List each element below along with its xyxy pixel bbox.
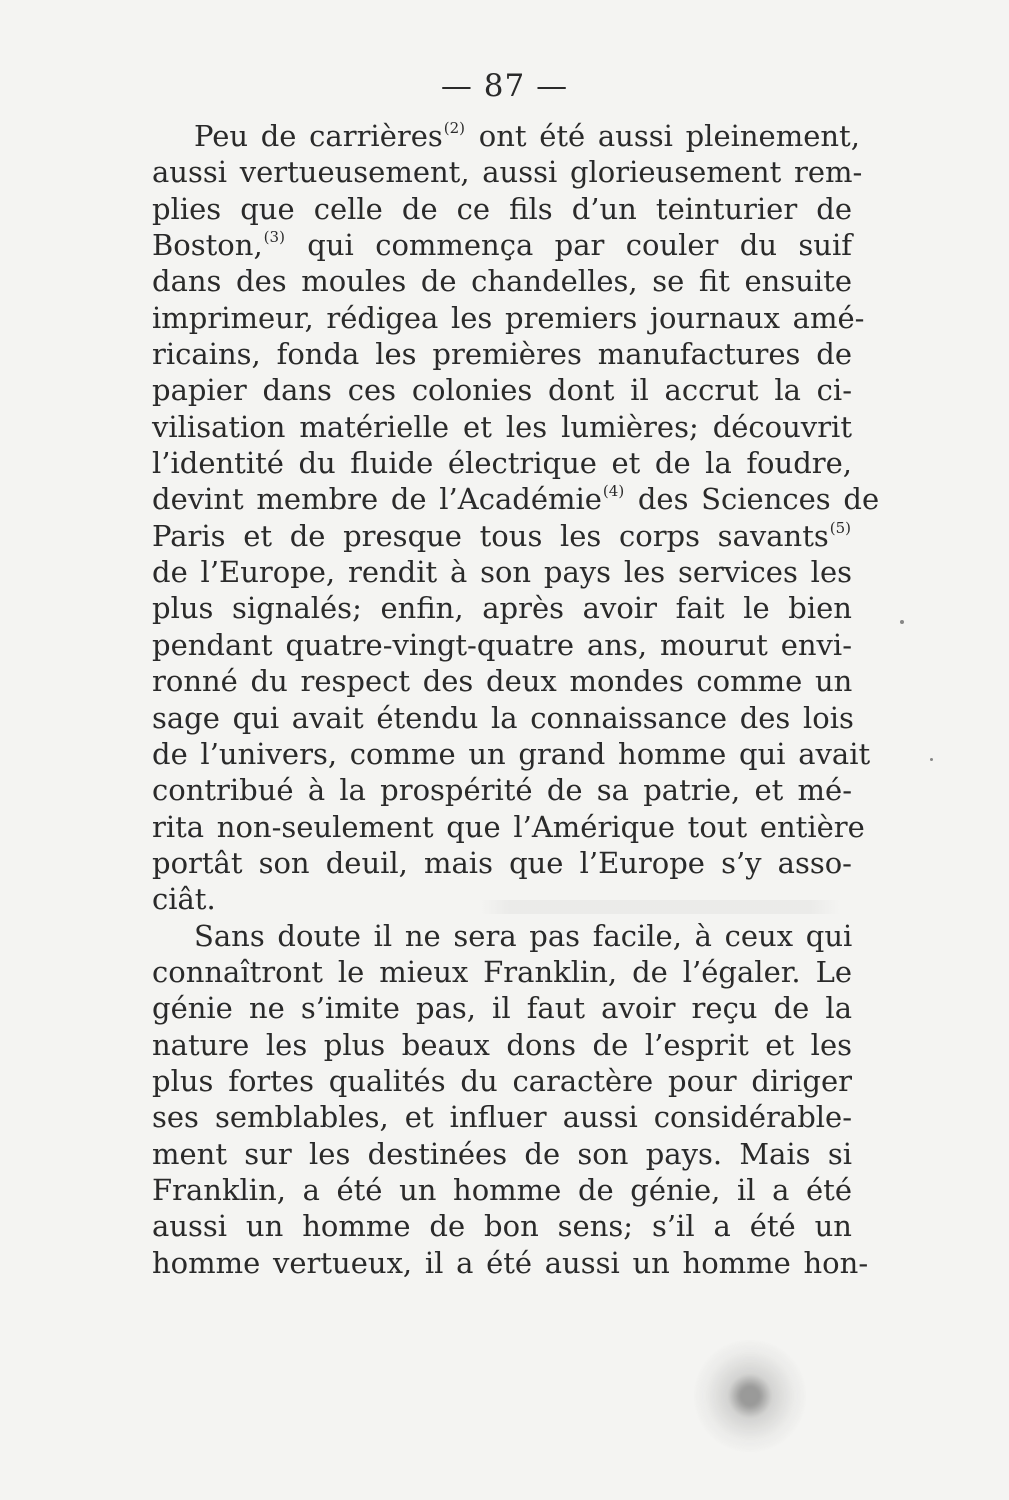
text-line: sage qui avait étendu la connaissance des lois — [152, 700, 854, 735]
line-text: Peu de carrières — [194, 119, 443, 153]
text-line: génie ne s’imite pas, il faut avoir reçu de la — [152, 991, 852, 1026]
text-line: plies que celle de ce fils d’un teinturier de — [152, 191, 852, 226]
text-line: ricains, fonda les premières manufactures de — [152, 337, 852, 372]
text-line: Sans doute il ne sera pas facile, à ceux qui — [194, 918, 853, 953]
footnote-reference: (3) — [263, 228, 285, 247]
paper-speck — [930, 758, 933, 761]
text-line: plus signalés; enfin, après avoir fait le bien — [152, 591, 852, 626]
main-text-block — [152, 118, 880, 1281]
text-line: imprimeur, rédigea les premiers journaux amé- — [152, 300, 865, 335]
text-line: ses semblables, et influer aussi considérable- — [152, 1100, 852, 1135]
text-line: aussi un homme de bon sens; s’il a été un — [152, 1209, 852, 1244]
faint-show-through-text — [480, 900, 840, 914]
text-line — [152, 227, 852, 263]
text-line: connaîtront le mieux Franklin, de l’égaler. Le — [152, 954, 852, 989]
paper-speck — [900, 620, 904, 624]
paragraph-2 — [152, 918, 869, 1281]
text-line: aussi vertueusement, aussi glorieusement rem- — [152, 155, 863, 190]
text-line: de l’Europe, rendit à son pays les services les — [152, 555, 852, 590]
line-text-continuation: ont été aussi pleinement, — [466, 119, 860, 153]
text-line: l’identité du fluide électrique et de la foudre, — [152, 446, 852, 481]
text-line: homme vertueux, il a été aussi un homme hon- — [152, 1245, 869, 1280]
text-line — [152, 118, 860, 154]
text-line: ronné du respect des deux mondes comme un — [152, 664, 853, 699]
text-line: plus fortes qualités du caractère pour diriger — [152, 1063, 852, 1098]
text-line: de l’univers, comme un grand homme qui avait — [152, 736, 871, 771]
text-line: pendant quatre-vingt-quatre ans, mourut envi- — [152, 627, 852, 662]
text-line: dans des moules de chandelles, se fit ensuite — [152, 264, 852, 299]
text-line: vilisation matérielle et les lumières; découvrit — [152, 409, 852, 444]
line-text-continuation: qui commença par couler du suif — [285, 228, 852, 263]
text-line: contribué à la prospérité de sa patrie, et mé- — [152, 773, 852, 808]
text-line: rita non-seulement que l’Amérique tout entière — [152, 809, 865, 844]
footnote-reference: (5) — [829, 518, 851, 537]
text-line: portât son deuil, mais que l’Europe s’y asso- — [152, 845, 852, 880]
footnote-reference: (4) — [602, 482, 625, 501]
paragraph-1 — [152, 118, 880, 918]
text-line — [152, 481, 880, 517]
text-line: Franklin, a été un homme de génie, il a été — [152, 1172, 852, 1207]
line-text: devint membre de l’Académie — [152, 482, 602, 517]
footnote-reference: (2) — [443, 119, 466, 137]
text-line — [152, 518, 852, 554]
ink-smudge-mark — [694, 1340, 806, 1452]
line-text: Boston, — [152, 228, 263, 263]
text-line: nature les plus beaux dons de l’esprit et les — [152, 1027, 852, 1062]
line-text-continuation: des Sciences de — [625, 482, 880, 517]
text-line: ment sur les destinées de son pays. Mais si — [152, 1136, 852, 1171]
text-line: ciât. — [152, 882, 216, 917]
text-line: papier dans ces colonies dont il accrut la ci- — [152, 373, 852, 408]
line-text: Paris et de presque tous les corps savants — [152, 518, 829, 553]
page-number: — 87 — — [440, 68, 569, 104]
